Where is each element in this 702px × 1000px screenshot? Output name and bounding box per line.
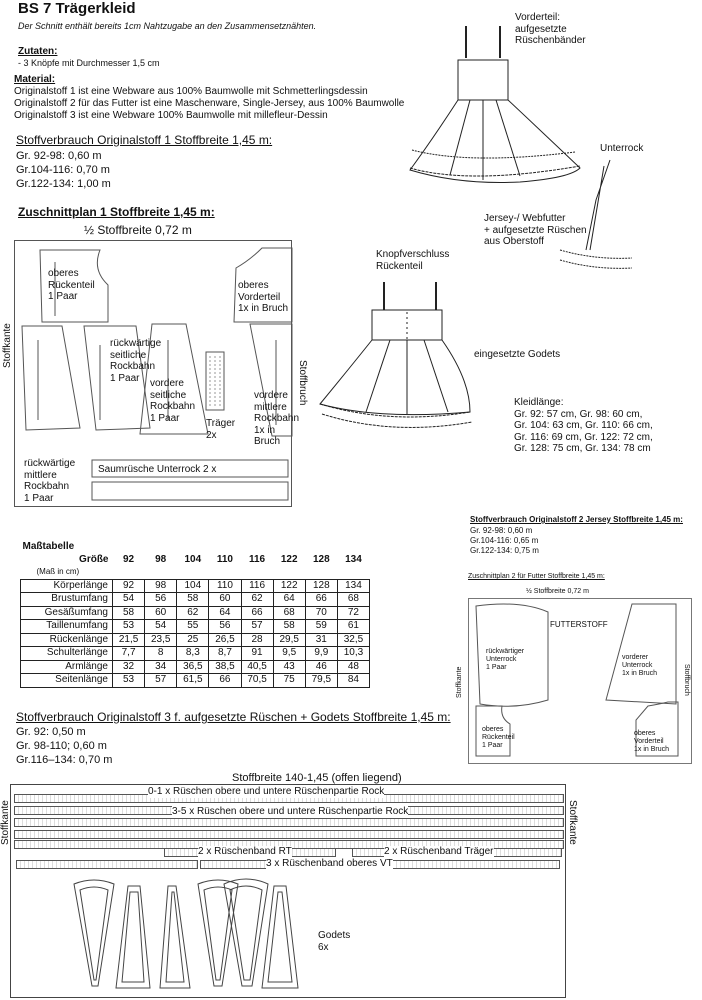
stoff1-line: Gr. 92-98: 0,60 m (16, 150, 102, 162)
table-cell: 32 (113, 660, 145, 674)
material-line: Originalstoff 2 für das Futter ist eine Maschenware, Single-Jersey, aus 100% Baumwolle (14, 98, 405, 109)
table-cell: 56 (145, 593, 177, 607)
godet (74, 880, 114, 986)
plan2-stoffbruch: Stoffbruch (683, 664, 690, 696)
label-vord-mittl-rockbahn: vordere mittlere Rockbahn 1x in Bruch (254, 390, 300, 447)
table-cell: 84 (337, 674, 369, 688)
table-cell: 68 (337, 593, 369, 607)
table-cell: 61 (337, 620, 369, 634)
table-cell: 8,3 (177, 647, 209, 661)
stoff3-line: Gr. 92: 0,50 m (16, 726, 86, 738)
table-title: Maßtabelle (22, 541, 75, 553)
label-vord-seitl-rockbahn: vordere seitliche Rockbahn 1 Paar (150, 378, 196, 424)
stoff1-line: Gr.104-116: 0,70 m (16, 164, 110, 176)
table-cell: 56 (209, 620, 241, 634)
label-vord-unterrock: vorderer Unterrock 1x in Bruch (622, 654, 658, 678)
label-traeger: Träger 2x (206, 418, 236, 441)
table-cell: 122 (273, 579, 305, 593)
stoff2-line: Gr.122-134: 0,75 m (470, 546, 539, 555)
table-cell: 72 (337, 606, 369, 620)
table-cell: 92 (113, 579, 145, 593)
row-label: Brustumfang (21, 593, 113, 607)
table-cell: 53 (113, 674, 145, 688)
label-futter: Jersey-/ Webfutter + aufgesetzte Rüschen aus Oberstoff (484, 213, 587, 247)
table-cell: 98 (145, 579, 177, 593)
table-cell: 8,7 (209, 647, 241, 661)
table-cell: 64 (209, 606, 241, 620)
table-cell: 40,5 (241, 660, 273, 674)
row-label: Rückenlänge (21, 633, 113, 647)
godets-label: Godets 6x (318, 930, 351, 953)
stoff3-line: Gr.116–134: 0,70 m (16, 754, 113, 766)
table-cell: 91 (241, 647, 273, 661)
stoff1-line: Gr.122-134: 1,00 m (16, 178, 111, 190)
label-knopfverschluss: Knopfverschluss Rückenteil (376, 249, 450, 272)
label-rueck-mittl-rockbahn: rückwärtige mittlere Rockbahn 1 Paar (24, 458, 76, 504)
seam-allowance-note: Der Schnitt enthält bereits 1cm Nahtzugabe an den Zusammensetznähten. (18, 21, 317, 31)
plan1-heading: Zuschnittplan 1 Stoffbreite 1,45 m: (18, 205, 215, 219)
plan3-stoffkante-left: Stoffkante (0, 800, 11, 845)
table-cell: 28 (241, 633, 273, 647)
label-rueck-unterrock: rückwärtiger Unterrock 1 Paar (486, 648, 525, 672)
table-cell: 58 (273, 620, 305, 634)
kleidlaenge-block: Kleidlänge: Gr. 92: 57 cm, Gr. 98: 60 cm, Gr. 104: 63 cm, Gr. 110: 66 cm, Gr. 116: 69 cm, Gr. 122: 72 cm, Gr. 128: 75 cm, Gr. 134: 78 cm (514, 397, 653, 454)
unit-label: (Maß in cm) (36, 567, 80, 577)
row-label: Gesäßumfang (21, 606, 113, 620)
size-header: 128 (312, 553, 330, 565)
plan1-subheading: ½ Stoffbreite 0,72 m (84, 223, 192, 237)
table-cell: 36,5 (177, 660, 209, 674)
table-cell: 60 (145, 606, 177, 620)
size-header: 116 (248, 553, 266, 565)
strip1-label: 0-1 x Rüschen obere und untere Rüschenpartie Rock (148, 786, 385, 797)
zutaten-item: - 3 Knöpfe mit Durchmesser 1,5 cm (18, 58, 160, 68)
row-label: Taillenumfang (21, 620, 113, 634)
table-cell: 54 (113, 593, 145, 607)
size-header: 110 (216, 553, 233, 565)
stoff3-line: Gr. 98-110; 0,60 m (16, 740, 107, 752)
plan2-subheading: ½ Stoffbreite 0,72 m (526, 588, 589, 595)
table-cell: 34 (145, 660, 177, 674)
table-cell: 46 (305, 660, 337, 674)
table-cell: 7,7 (113, 647, 145, 661)
label-oberes-vorderteil: oberes Vorderteil 1x in Bruch (238, 280, 289, 314)
plan2-title: FUTTERSTOFF (550, 620, 608, 629)
plan3-stoffkante-right: Stoffkante (567, 800, 578, 845)
stoff3-heading: Stoffverbrauch Originalstoff 3 f. aufgesetzte Rüschen + Godets Stoffbreite 1,45 m: (16, 710, 451, 724)
godet (198, 880, 238, 986)
table-cell: 61,5 (177, 674, 209, 688)
stoffbruch-label: Stoffbruch (297, 360, 308, 406)
table-cell: 38,5 (209, 660, 241, 674)
table-cell: 66 (305, 593, 337, 607)
row-label: Schulterlänge (21, 647, 113, 661)
stoffkante-label: Stoffkante (2, 323, 13, 368)
godet (116, 886, 150, 988)
plan2-stoffkante: Stoffkante (456, 666, 463, 698)
table-cell: 26,5 (209, 633, 241, 647)
stoff1-heading: Stoffverbrauch Originalstoff 1 Stoffbreite 1,45 m: (16, 133, 273, 147)
table-cell: 48 (337, 660, 369, 674)
page-title: BS 7 Trägerkleid (18, 0, 136, 17)
stoff2-heading: Stoffverbrauch Originalstoff 2 Jersey Stoffbreite 1,45 m: (470, 515, 683, 524)
label-unterrock: Unterrock (600, 143, 644, 154)
table-cell: 104 (177, 579, 209, 593)
table-cell: 23,5 (145, 633, 177, 647)
table-cell: 32,5 (337, 633, 369, 647)
table-cell: 70,5 (241, 674, 273, 688)
label-saumruesche: Saumrüsche Unterrock 2 x (98, 464, 217, 475)
table-cell: 66 (209, 674, 241, 688)
table-cell: 66 (241, 606, 273, 620)
zutaten-heading: Zutaten: (18, 46, 58, 57)
label-oberes-vorderteil-2: oberes Vorderteil 1x in Bruch (634, 730, 670, 754)
table-cell: 43 (273, 660, 305, 674)
strip3-label: 2 x Rüschenband RT (198, 846, 292, 857)
row-label: Seitenlänge (21, 674, 113, 688)
table-cell: 29,5 (273, 633, 305, 647)
table-cell: 58 (113, 606, 145, 620)
table-cell: 128 (305, 579, 337, 593)
size-header: 98 (155, 553, 167, 565)
label-oberes-rueckenteil: oberes Rückenteil 1 Paar (48, 268, 95, 302)
strip5-label: 3 x Rüschenband oberes VT (266, 858, 393, 869)
material-line: Originalstoff 1 ist eine Webware aus 100% Baumwolle mit Schmetterlingsdessin (14, 86, 368, 97)
table-cell: 62 (241, 593, 273, 607)
table-cell: 21,5 (113, 633, 145, 647)
table-cell: 79,5 (305, 674, 337, 688)
table-cell: 68 (273, 606, 305, 620)
table-cell: 25 (177, 633, 209, 647)
label-vorderteil: Vorderteil: aufgesetzte Rüschenbänder (515, 12, 586, 46)
strip2-label: 3-5 x Rüschen obere und untere Rüschenpartie Rock (172, 806, 409, 817)
table-cell: 10,3 (337, 647, 369, 661)
table-cell: 57 (241, 620, 273, 634)
godet (262, 886, 298, 988)
row-label: Armlänge (21, 660, 113, 674)
table-cell: 62 (177, 606, 209, 620)
plan3-heading: Stoffbreite 140-1,45 (offen liegend) (232, 772, 402, 784)
stoff2-line: Gr.104-116: 0,65 m (470, 536, 539, 545)
table-cell: 53 (113, 620, 145, 634)
table-cell: 60 (209, 593, 241, 607)
size-header: 104 (184, 553, 202, 565)
size-header: 134 (345, 553, 362, 565)
size-header: 92 (123, 553, 135, 565)
table-cell: 59 (305, 620, 337, 634)
table-cell: 134 (337, 579, 369, 593)
table-cell: 8 (145, 647, 177, 661)
table-cell: 70 (305, 606, 337, 620)
label-godets: eingesetzte Godets (474, 349, 561, 360)
table-cell: 54 (145, 620, 177, 634)
label-oberes-rueckenteil-2: oberes Rückenteil 1 Paar (482, 726, 515, 750)
size-label: Größe (79, 553, 109, 565)
table-cell: 58 (177, 593, 209, 607)
material-line: Originalstoff 3 ist eine Webware 100% Baumwolle mit millefleur-Dessin (14, 110, 328, 121)
plan2-heading: Zuschnittplan 2 für Futter Stoffbreite 1,45 m: (468, 573, 605, 580)
table-cell: 110 (209, 579, 241, 593)
table-cell: 9,9 (305, 647, 337, 661)
label-rueck-seitl-rockbahn: rückwärtige seitliche Rockbahn 1 Paar (110, 338, 162, 384)
table-cell: 75 (273, 674, 305, 688)
table-cell: 57 (145, 674, 177, 688)
stoff2-line: Gr. 92-98: 0,60 m (470, 526, 533, 535)
table-cell: 31 (305, 633, 337, 647)
size-header: 122 (280, 553, 298, 565)
row-label: Körperlänge (21, 579, 113, 593)
strip4-label: 2 x Rüschenband Träger (384, 846, 494, 857)
table-cell: 64 (273, 593, 305, 607)
table-cell: 116 (241, 579, 273, 593)
material-heading: Material: (14, 74, 56, 85)
table-cell: 9,5 (273, 647, 305, 661)
table-cell: 55 (177, 620, 209, 634)
